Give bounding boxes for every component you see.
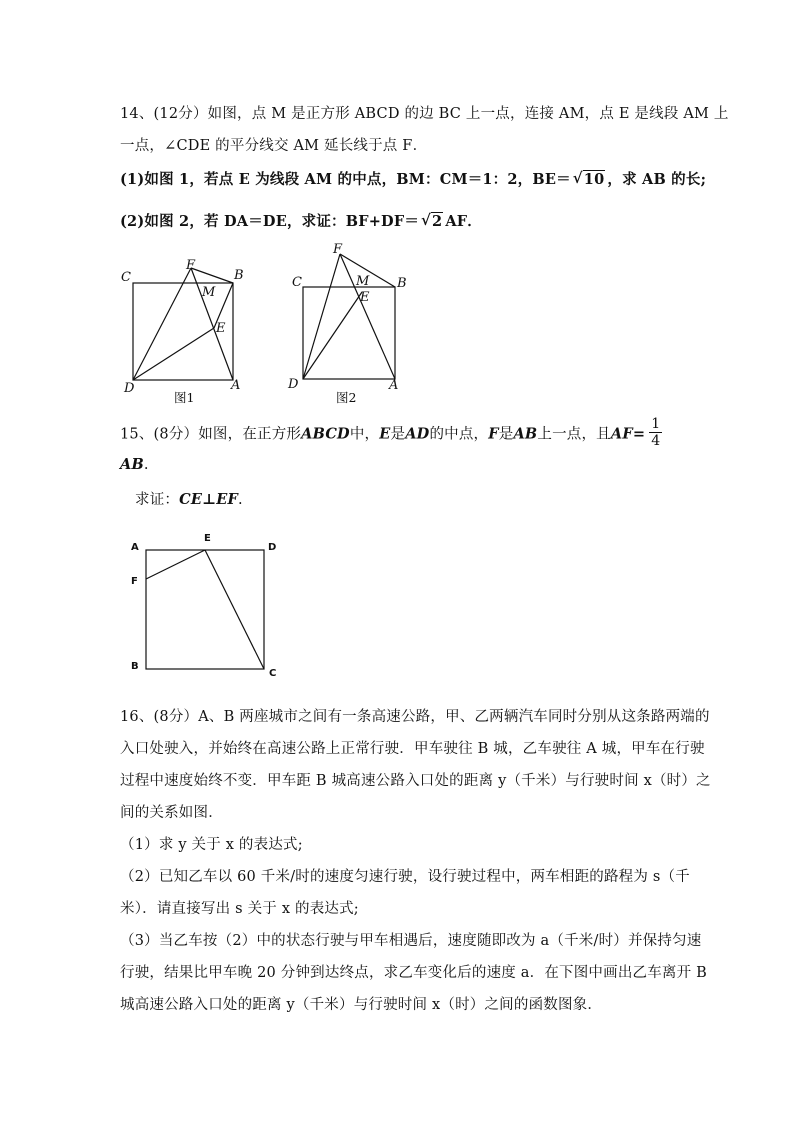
fig1-label-M: M [202,285,216,300]
fig2-label-C: C [292,275,302,290]
q15-text-a: 15、(8分）如图，在正方形 [120,426,302,443]
fig2-line-DE [303,292,362,379]
q15-f: F [488,425,499,443]
fig1-label-A: A [231,378,241,393]
q16-line-1: 16、(8分）A、B 两座城市之间有一条高速公路，甲、乙两辆汽车同时分别从这条路两端的 [120,709,710,725]
fig1-label-C: C [121,270,131,285]
fig2-label-F: F [333,242,343,257]
q15-ab: AB [513,425,538,443]
q15-ad: AD [405,425,430,443]
q15-line-1 [120,418,662,451]
q15-figure [126,530,286,680]
q16-line-3: 过程中速度始终不变．甲车距 B 城高速公路入口处的距离 y（千米）与行驶时间 x（时）之 [120,773,711,789]
q14-part-1-text-a: (1)如图 1，若点 E 为线段 AM 的中点，BM：CM＝1：2，BE＝ [120,171,571,188]
fig1-label-E: E [216,321,226,336]
fig1-label-B: B [234,268,244,283]
fig2-label-E: E [360,290,370,305]
q15-prove-label: 求证： [135,492,180,508]
q14-part-2-text-b: AF． [445,213,482,230]
q14-part-2 [120,210,482,231]
q15-line-FE [146,550,205,579]
fig1-label-D: D [124,381,135,396]
fig2-label-M: M [356,274,370,289]
fig2-line-FA [340,254,395,379]
fig1-line-DF [133,268,191,380]
q15-prove [135,488,243,509]
fig2-caption: 图2 [336,390,357,405]
q14-figure-2 [286,240,426,410]
q15-label-F: F [131,576,138,587]
q15-line-2 [120,456,149,473]
fig2-line-DF [303,254,340,379]
q15-af: AF [610,425,633,443]
q14-line-2: 一点，∠CDE 的平分线交 AM 延长线于点 F． [120,138,428,154]
q15-mid2: 是 [390,426,406,443]
q14-line-1: 14、(12分）如图，点 M 是正方形 ABCD 的边 BC 上一点，连接 AM，点 E 是线段 AM 上 [120,106,729,122]
q16-sub-2b: 米）．请直接写出 s 关于 x 的表达式; [120,901,359,917]
q14-part-2-text-a: (2)如图 2，若 DA＝DE，求证：BF+DF＝ [120,213,420,230]
q14-part-1 [120,168,706,189]
q15-eq: = [632,425,646,443]
q15-mid4: 是 [498,426,514,443]
q15-mid5: 上一点，且 [537,426,611,443]
q16-sub-2a: （2）已知乙车以 60 千米/时的速度匀速行驶，设行驶过程中，两车相距的路程为 s（千 [120,869,690,885]
q15-prove-period: . [237,492,243,508]
q15-label-E: E [204,533,211,544]
q15-prove-statement: CE⊥EF [179,491,238,508]
fig2-label-A: A [389,378,399,393]
sqrt-2: √ 2 [421,211,443,230]
q16-line-2: 入口处驶入，并始终在高速公路上正常行驶．甲车驶往 B 城，乙车驶往 A 城，甲车在行驶 [120,741,705,757]
q15-mid1: 中， [349,426,380,443]
fig1-line-FB [191,268,233,283]
fig1-label-F: F [186,258,196,273]
q16-sub-1: （1）求 y 关于 x 的表达式; [120,837,303,853]
q14-part-1-text-b: ，求 AB 的长; [607,171,707,188]
q15-ab-2: AB [120,456,144,473]
q15-line-EC [205,550,264,669]
q15-period: . [143,457,149,473]
fig2-label-D: D [288,377,299,392]
q15-label-C: C [269,668,277,679]
fig1-line-DE [133,328,214,380]
q16-sub-3a: （3）当乙车按（2）中的状态行驶与甲车相遇后，速度随即改为 a（千米/时）并保持匀速 [120,933,702,949]
q16-sub-3b: 行驶，结果比甲车晚 20 分钟到达终点，求乙车变化后的速度 a．在下图中画出乙车离开 B [120,965,707,981]
q16-line-4: 间的关系如图． [120,805,223,821]
q15-label-D: D [268,542,277,553]
q15-label-B: B [131,661,139,672]
sqrt-10: √ 10 [572,169,605,188]
q15-e: E [379,425,391,443]
q15-label-A: A [131,542,139,553]
q16-sub-3c: 城高速公路入口处的距离 y（千米）与行驶时间 x（时）之间的函数图象． [120,997,603,1013]
q15-fraction: $\frac{1}{4}$ [651,416,661,450]
q15-abcd: ABCD [301,425,350,443]
q15-mid3: 的中点， [429,426,489,443]
q14-figure-1 [118,258,258,408]
fig1-caption: 图1 [174,390,195,405]
fig2-label-B: B [397,276,407,291]
q15-square [146,550,264,669]
